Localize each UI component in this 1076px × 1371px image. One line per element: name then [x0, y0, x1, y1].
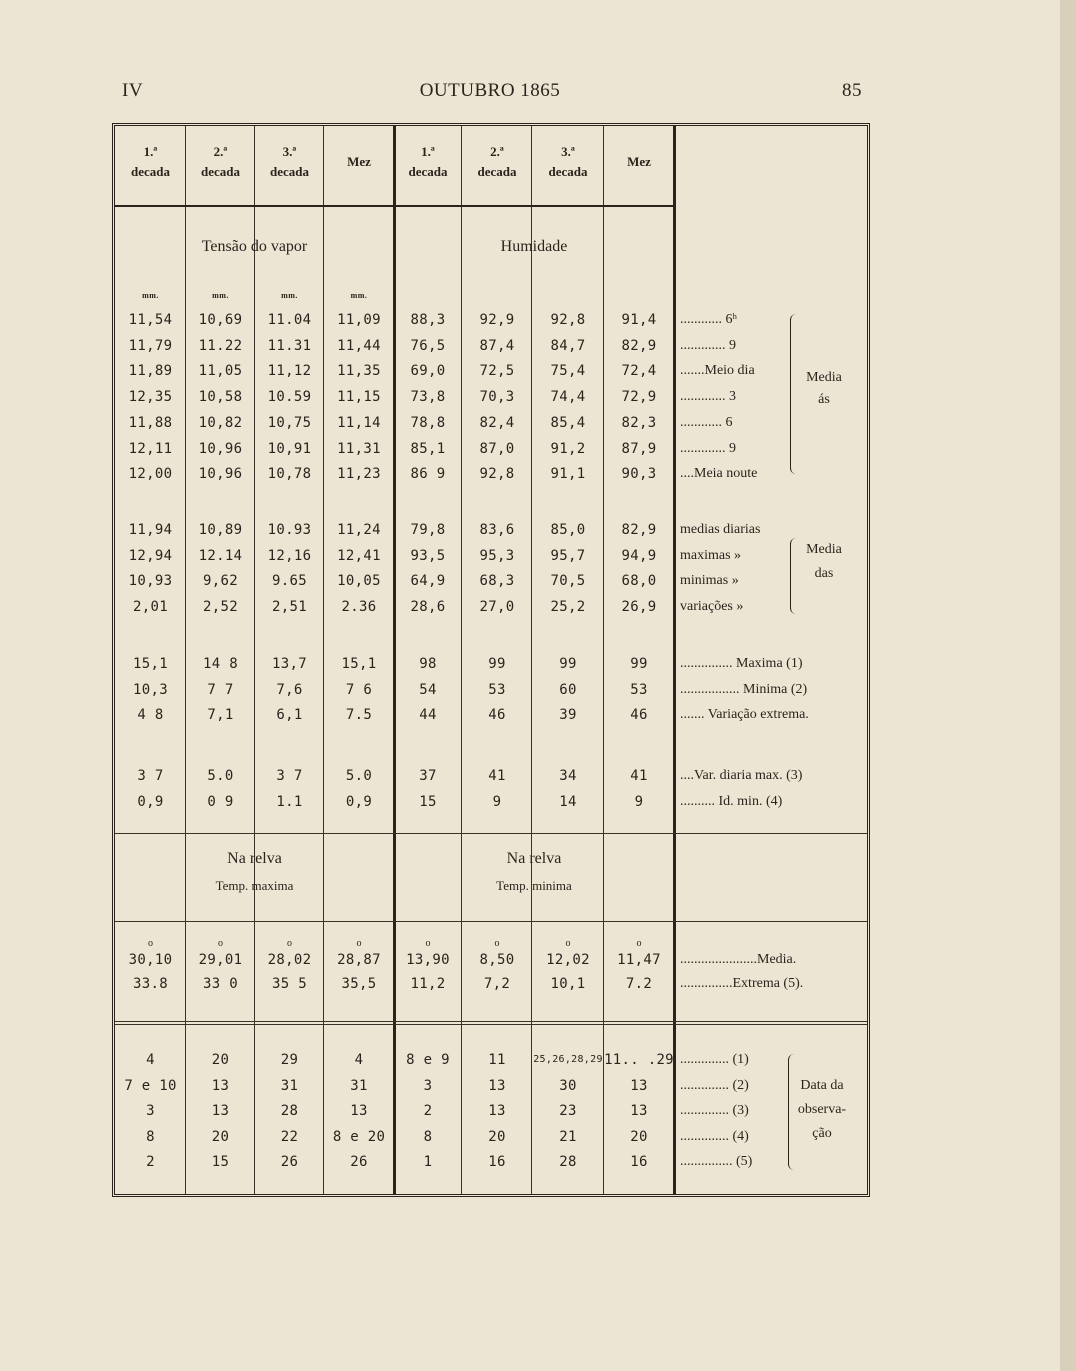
group1-cell: 10,82: [198, 414, 243, 431]
degree-mark: o: [218, 938, 223, 949]
group1-cell: 11,09: [337, 312, 381, 328]
degree-mark: o: [565, 938, 571, 949]
group6-cell: 26: [350, 1154, 368, 1170]
group1-cell: 11,14: [337, 414, 381, 431]
group6-cell: 21: [559, 1128, 577, 1145]
group6-cell: 29: [280, 1052, 299, 1068]
group6-cell: 31: [280, 1077, 299, 1094]
group2-cell: 94,9: [621, 547, 657, 564]
group1-cell: 11,79: [128, 337, 173, 354]
group1-cell: 10,96: [198, 440, 243, 457]
group1-cell: 87,4: [479, 337, 515, 354]
group2-cell: 28,6: [410, 599, 446, 616]
header-rule: [115, 205, 674, 207]
group2-cell: 10.93: [267, 522, 312, 538]
group1-cell: 69,0: [410, 363, 446, 380]
group1-cell: 11,31: [337, 440, 381, 457]
degree-mark: o: [287, 938, 292, 949]
column-header-top: 3.ª: [282, 144, 297, 159]
group2-cell: 10,89: [198, 522, 243, 538]
group3-cell: 54: [419, 681, 437, 698]
group5-cell: 35,5: [341, 976, 377, 992]
page-number: 85: [842, 80, 862, 101]
group1-cell: 10,75: [267, 414, 312, 431]
group1-cell: 92,8: [479, 466, 515, 483]
group2-cell: 79,8: [410, 522, 446, 538]
degree-mark: o: [494, 938, 500, 949]
group3-cell: 99: [630, 656, 648, 672]
group3-cell: 15,1: [341, 656, 377, 672]
group4-cell: 0 9: [207, 794, 234, 810]
group1-cell: 88,3: [410, 312, 446, 328]
group2-cell: 11,94: [128, 522, 173, 538]
group6-cell: 16: [630, 1154, 648, 1170]
group6-cell: 20: [630, 1128, 648, 1145]
group6-cell: 15: [211, 1154, 230, 1170]
group4-cell: 37: [419, 768, 437, 784]
group1-cell: 11,12: [267, 363, 312, 380]
grass-max-subtitle: Temp. maxima: [215, 878, 294, 893]
group1-cell: 91,2: [550, 440, 586, 457]
group6-cell: 1: [423, 1154, 433, 1170]
column-header-top: 1.ª: [143, 144, 158, 159]
group1-cell: 75,4: [550, 363, 586, 380]
group2_labels-item: medias diarias: [680, 522, 761, 537]
group2-cell: 11,24: [337, 522, 381, 538]
brace-icon: [788, 1054, 795, 1170]
group4-cell: 41: [488, 768, 506, 784]
group3-cell: 14 8: [203, 656, 238, 672]
group6-cell: 2: [423, 1103, 433, 1119]
group6_labels-item: .............. (2): [680, 1077, 749, 1093]
group6-cell: 13: [488, 1103, 506, 1119]
group1-cell: 72,9: [621, 389, 657, 406]
group1-cell: 82,4: [479, 414, 515, 431]
group1-cell: 11.22: [198, 337, 243, 354]
group6-cell: 28: [280, 1103, 299, 1119]
group6_side-label: Data da: [800, 1078, 844, 1093]
group3-cell: 44: [419, 707, 437, 724]
group6_labels-item: ............... (5): [680, 1154, 753, 1169]
group6-cell: 13: [211, 1103, 230, 1119]
group6_labels-item: .............. (4): [680, 1128, 749, 1144]
group4-cell: 1.1: [276, 794, 303, 810]
group4-cell: 41: [630, 768, 648, 784]
group6-cell: 16: [488, 1154, 506, 1170]
section-rule: [115, 833, 867, 834]
group1-cell: 11,05: [198, 363, 243, 380]
group6-cell: 3: [146, 1103, 155, 1119]
group1-cell: 85,4: [550, 414, 586, 431]
group2-cell: 12,41: [337, 547, 381, 564]
group6-cell: 4: [354, 1052, 364, 1068]
group3-cell: 7,6: [276, 681, 303, 698]
group3-cell: 7 7: [207, 681, 234, 698]
group1-cell: 10,69: [198, 312, 243, 328]
brace-icon: [790, 314, 797, 474]
column-header-8: [604, 152, 674, 172]
group2-cell: 10,93: [128, 573, 173, 590]
group3_labels-item: ................. Minima (2): [680, 681, 808, 697]
column-header-bottom: decada: [201, 164, 240, 179]
group3-cell: 15,1: [133, 656, 168, 672]
group4-cell: 5.0: [207, 768, 234, 784]
group1-cell: 11,44: [337, 337, 381, 354]
group3-cell: 99: [488, 656, 506, 672]
group6_labels-item: .............. (1): [680, 1052, 749, 1067]
group6-cell: 8 e 20: [332, 1128, 386, 1145]
group2-cell: 12.14: [198, 547, 243, 564]
group1-cell: 11,15: [337, 389, 381, 406]
group1_side-label: Media: [806, 370, 842, 385]
group1-cell: 11,23: [337, 466, 381, 483]
group2_labels-item: minimas »: [680, 573, 739, 589]
group5-cell: 28,02: [267, 952, 312, 968]
column-header-bottom: decada: [131, 164, 170, 179]
group2-cell: 95,3: [479, 547, 515, 564]
column-header-3: [255, 142, 324, 182]
group6-cell: 31: [350, 1077, 368, 1094]
group5-cell: 12,02: [546, 952, 590, 968]
group1-cell: 91,1: [550, 466, 586, 483]
group2_side-label: das: [814, 566, 834, 581]
group6-cell: 13: [630, 1077, 648, 1094]
group4-cell: 15: [419, 794, 437, 810]
brace-icon: [790, 538, 797, 614]
grass-min-subtitle: Temp. minima: [496, 878, 572, 893]
group1-cell: 90,3: [621, 466, 657, 483]
group4-cell: 0,9: [137, 794, 164, 810]
column-header-bottom: decada: [270, 164, 309, 179]
group1-cell: 70,3: [479, 389, 515, 406]
group1-cell: 82,9: [621, 337, 657, 354]
column-header-5: [394, 142, 462, 182]
group1-cell: 78,8: [410, 414, 446, 431]
group5_labels-item: ...............Extrema (5).: [680, 976, 804, 991]
group6_side-label: observa-: [797, 1102, 847, 1117]
group1-cell: 11,54: [128, 312, 173, 328]
group1-cell: 72,5: [479, 363, 515, 380]
group3-cell: 6,1: [276, 707, 303, 724]
column-header-top: 2.ª: [490, 144, 504, 159]
group3-cell: 98: [419, 656, 437, 672]
section-rule: [115, 921, 867, 922]
group2-cell: 95,7: [550, 547, 586, 564]
group6-cell: 26: [280, 1154, 299, 1170]
group5-cell: 33 0: [203, 976, 238, 992]
group4_labels-item: .......... Id. min. (4): [680, 794, 783, 809]
group2-cell: 2.36: [341, 599, 377, 616]
unit-mm: mm.: [142, 291, 159, 300]
group3_labels-item: ............... Maxima (1): [680, 656, 803, 671]
group3-cell: 53: [488, 681, 506, 698]
group1-cell: 91,4: [621, 312, 657, 328]
group2-cell: 64,9: [410, 573, 446, 590]
column-header-bottom: decada: [477, 164, 517, 179]
group2-cell: 68,0: [621, 573, 657, 590]
group3-cell: 39: [559, 707, 577, 724]
group1-cell: 87,9: [621, 440, 657, 457]
group6-cell: 13: [211, 1077, 230, 1094]
group5-cell: 10,1: [550, 976, 586, 992]
group1-cell: 11.04: [267, 312, 312, 328]
group2-cell: 12,94: [128, 547, 173, 564]
observation-table: [112, 123, 870, 1197]
column-header-top: Mez: [347, 154, 371, 169]
group1_side-label: ás: [818, 392, 830, 407]
group4-cell: 0,9: [345, 794, 373, 810]
group4-cell: 34: [559, 768, 577, 784]
group6-cell: 22: [280, 1128, 299, 1145]
column-header-top: Mez: [627, 154, 651, 169]
group3-cell: 99: [559, 656, 577, 672]
column-header-top: 1.ª: [421, 144, 435, 159]
section-number: IV: [122, 80, 144, 101]
group6_labels-item: .............. (3): [680, 1103, 749, 1118]
group4-cell: 9: [634, 794, 644, 810]
group1-cell: 10,91: [267, 440, 312, 457]
group5-cell: 33.8: [133, 976, 168, 992]
group2-cell: 26,9: [621, 599, 657, 616]
vapor-tension-title: Tensão do vapor: [201, 238, 308, 255]
group1-cell: 87,0: [479, 440, 515, 457]
grass-max-title: Na relva: [227, 850, 282, 867]
group1_labels-item: ............. 3: [680, 389, 736, 405]
column-header-top: 2.ª: [213, 144, 228, 159]
group5-cell: 29,01: [198, 952, 243, 968]
column-header-bottom: decada: [408, 164, 448, 179]
group6-cell: 8 e 9: [406, 1052, 450, 1068]
group6-cell: 8: [146, 1128, 155, 1145]
group6-cell: 13: [488, 1077, 506, 1094]
group2-cell: 83,6: [479, 522, 515, 538]
group3-cell: 53: [630, 681, 648, 698]
group6-cell: 7 e 10: [124, 1077, 177, 1094]
column-header-4: [324, 152, 394, 172]
group2-cell: 2,01: [133, 599, 168, 616]
page-title: OUTUBRO 1865: [419, 80, 561, 101]
group3-cell: 13,7: [272, 656, 307, 672]
group2_labels-item: maximas »: [680, 547, 742, 563]
group5_labels-item: ......................Media.: [680, 952, 797, 967]
group1-cell: 12,00: [128, 466, 173, 483]
group4-cell: 9: [492, 794, 502, 810]
unit-mm: mm.: [350, 291, 368, 300]
group5-cell: 28,87: [337, 952, 381, 968]
group1_labels-item: ............. 9: [680, 337, 736, 353]
humidity-title: Humidade: [500, 238, 568, 255]
group1-cell: 85,1: [410, 440, 446, 457]
column-header-6: [462, 142, 532, 182]
group5-cell: 11,2: [410, 976, 446, 992]
group1-cell: 10,58: [198, 389, 243, 406]
group6-cell: 20: [211, 1052, 230, 1068]
group6-cell: 8: [423, 1128, 433, 1145]
group1_labels-item: ............ 6: [680, 414, 733, 430]
group4-cell: 14: [559, 794, 577, 810]
group6-cell: 20: [211, 1128, 230, 1145]
group1-cell: 12,35: [128, 389, 173, 406]
group4-cell: 5.0: [345, 768, 373, 784]
group6-cell: 28: [559, 1154, 577, 1170]
group3-cell: 7,1: [207, 707, 234, 724]
degree-mark: o: [148, 938, 153, 949]
group6-cell: 2: [146, 1154, 155, 1170]
group1-cell: 76,5: [410, 337, 446, 354]
group3-cell: 46: [630, 707, 648, 724]
group3_labels-item: ....... Variação extrema.: [680, 707, 809, 723]
degree-mark: o: [356, 938, 362, 949]
group3-cell: 10,3: [133, 681, 168, 698]
group3-cell: 60: [559, 681, 577, 698]
group3-cell: 4 8: [137, 707, 164, 724]
group2-cell: 82,9: [621, 522, 657, 538]
group2_side-label: Media: [806, 542, 842, 557]
page-edge: [1060, 0, 1076, 1371]
group2-cell: 2,51: [272, 599, 307, 616]
group2_labels-item: variações »: [680, 599, 744, 615]
group1-cell: 73,8: [410, 389, 446, 406]
group5-cell: 13,90: [406, 952, 450, 968]
group1-cell: 11,88: [128, 414, 173, 431]
degree-mark: o: [636, 938, 642, 949]
group2-cell: 9.65: [272, 573, 307, 590]
group6-cell: 13: [630, 1103, 648, 1119]
group6-cell: 25,26,28,29: [533, 1054, 603, 1065]
unit-mm: mm.: [281, 291, 298, 300]
group6-cell: 23: [559, 1103, 577, 1119]
section-rule: [115, 1021, 867, 1022]
group1-cell: 10,78: [267, 466, 312, 483]
group5-cell: 7,2: [483, 976, 511, 992]
group1-cell: 12,11: [128, 440, 173, 457]
group1-cell: 86 9: [410, 466, 446, 483]
group1-cell: 10,96: [198, 466, 243, 483]
column-header-7: [532, 142, 604, 182]
group6-cell: 3: [423, 1077, 433, 1094]
group2-cell: 93,5: [410, 547, 446, 564]
group2-cell: 27,0: [479, 599, 515, 616]
group5-cell: 30,10: [128, 952, 173, 968]
group1_labels-item: ............. 9: [680, 440, 736, 456]
group2-cell: 85,0: [550, 522, 586, 538]
group1_labels-item: .......Meio dia: [680, 363, 755, 379]
group4_labels-item: ....Var. diaria max. (3): [680, 768, 803, 783]
group2-cell: 12,16: [267, 547, 312, 564]
group6-cell: 20: [488, 1128, 506, 1145]
group1_labels-item: ....Meia noute: [680, 466, 758, 482]
group1-cell: 11,89: [128, 363, 173, 380]
degree-mark: o: [425, 938, 431, 949]
group1-cell: 72,4: [621, 363, 657, 380]
column-header-bottom: decada: [548, 164, 588, 179]
unit-mm: mm.: [212, 291, 229, 300]
column-header-top: 3.ª: [561, 144, 575, 159]
group1-cell: 84,7: [550, 337, 586, 354]
group2-cell: 68,3: [479, 573, 515, 590]
group5-cell: 8,50: [479, 952, 515, 968]
group3-cell: 46: [488, 707, 506, 724]
section-rule: [115, 1024, 867, 1025]
group6_side-label: ção: [812, 1126, 832, 1141]
group1-cell: 10.59: [267, 389, 312, 406]
group1-cell: 74,4: [550, 389, 586, 406]
group5-cell: 11,47: [617, 952, 661, 968]
group4-cell: 3 7: [276, 768, 303, 784]
group1-cell: 92,8: [550, 312, 586, 328]
group5-cell: 7.2: [625, 976, 653, 992]
group5-cell: 35 5: [272, 976, 307, 992]
group2-cell: 70,5: [550, 573, 586, 590]
group1-cell: 92,9: [479, 312, 515, 328]
group2-cell: 2,52: [203, 599, 238, 616]
group1-cell: 11.31: [267, 337, 312, 354]
column-header-1: [115, 142, 186, 182]
group1-cell: 11,35: [337, 363, 381, 380]
group1_labels-item: ............ 6ʰ: [680, 312, 737, 327]
group3-cell: 7.5: [345, 707, 373, 724]
group2-cell: 9,62: [203, 573, 238, 590]
group4-cell: 3 7: [137, 768, 164, 784]
group6-cell: 13: [350, 1103, 368, 1119]
group6-cell: 30: [559, 1077, 577, 1094]
group6-cell: 4: [146, 1052, 155, 1068]
group2-cell: 10,05: [337, 573, 381, 590]
group6-cell: 11: [488, 1052, 506, 1068]
group3-cell: 7 6: [345, 681, 373, 698]
group6-cell: 11.. .29: [604, 1052, 674, 1068]
group1-cell: 82,3: [621, 414, 657, 431]
group2-cell: 25,2: [550, 599, 586, 616]
grass-min-title: Na relva: [506, 850, 562, 867]
column-header-2: [186, 142, 255, 182]
